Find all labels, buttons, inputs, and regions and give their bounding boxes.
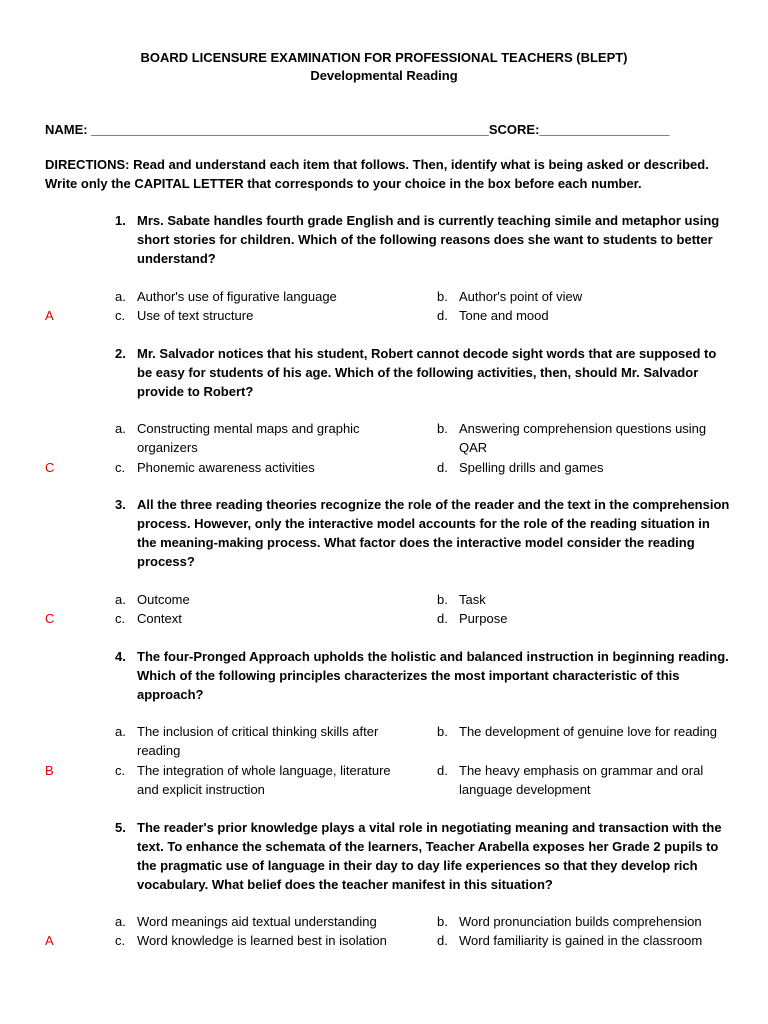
question-number: 2. [115, 346, 126, 361]
exam-title: BOARD LICENSURE EXAMINATION FOR PROFESSIONAL TEACHERS (BLEPT) [140, 50, 628, 65]
answer-3: C [45, 611, 55, 626]
choice-letter: d. [437, 763, 448, 778]
question-2 [115, 344, 730, 401]
choice-2c [115, 458, 410, 477]
question-text: Mrs. Sabate handles fourth grade English and is currently teaching simile and metaphor using short stories for children. Which of the following reasons does she want to students to better understand? [137, 213, 720, 266]
answer-4: B [45, 763, 54, 778]
question-number: 3. [115, 497, 126, 512]
name-score-line: NAME: _______________________________________________________SCORE:__________________ [45, 122, 670, 137]
answer-2: C [45, 460, 55, 475]
choice-letter: d. [437, 460, 448, 475]
question-number: 1. [115, 213, 126, 228]
choice-letter: c. [115, 460, 126, 475]
question-text: The reader's prior knowledge plays a vital role in negotiating meaning and transaction with the text. To enhance the schemata of the learners, Teacher Arabella exposes her Grade 2 pupils to the pragmatic use of language in their day to day life experiences so that they develop rich vocabulary. What belief does the teacher manifest in this situation? [137, 820, 722, 892]
choice-text: Answering comprehension questions using QAR [459, 421, 707, 455]
choice-letter: a. [115, 421, 126, 436]
question-5 [115, 818, 730, 894]
question-text: All the three reading theories recognize the role of the reader and the text in the comprehension process. However, only the interactive model accounts for the role of the reading situation in the meaning-making process. What factor does the interactive model consider the reading process? [137, 497, 730, 569]
choice-letter: b. [437, 724, 448, 739]
choice-text: Author's point of view [459, 289, 583, 304]
choice-letter: b. [437, 914, 448, 929]
choice-text: Word pronunciation builds comprehension [459, 914, 702, 929]
choice-3d [437, 609, 727, 628]
choice-letter: b. [437, 421, 448, 436]
choice-text: The heavy emphasis on grammar and oral language development [459, 763, 704, 797]
answer-5: A [45, 933, 54, 948]
choice-letter: c. [115, 763, 126, 778]
choice-text: Spelling drills and games [459, 460, 604, 475]
choice-text: Constructing mental maps and graphic organizers [137, 421, 360, 455]
choice-2d [437, 458, 727, 477]
question-1 [115, 211, 730, 268]
exam-subtitle: Developmental Reading [310, 68, 458, 83]
choice-text: Word familiarity is gained in the classroom [459, 933, 703, 948]
choice-text: Tone and mood [459, 308, 549, 323]
choice-text: Word meanings aid textual understanding [137, 914, 377, 929]
choice-text: Use of text structure [137, 308, 254, 323]
choice-2a [115, 419, 410, 457]
choice-text: Purpose [459, 611, 508, 626]
choice-1c [115, 306, 410, 325]
choice-text: Task [459, 592, 486, 607]
question-text: The four-Pronged Approach upholds the holistic and balanced instruction in beginning reading. Which of the following principles characterizes the most important characteristic of this approach? [137, 649, 729, 702]
choice-text: The development of genuine love for reading [459, 724, 718, 739]
choice-text: Context [137, 611, 182, 626]
choice-text: The integration of whole language, literature and explicit instruction [137, 763, 391, 797]
choice-1a [115, 287, 410, 306]
choice-3b [437, 590, 727, 609]
question-text: Mr. Salvador notices that his student, Robert cannot decode sight words that are supposed to be easy for students of his age. Which of the following activities, then, should Mr. Salvador provide to Robert? [137, 346, 717, 399]
choice-text: Author's use of figurative language [137, 289, 337, 304]
exam-header [0, 49, 768, 85]
question-number: 5. [115, 820, 126, 835]
choice-5a [115, 912, 410, 931]
choice-4b [437, 722, 727, 741]
choice-3c [115, 609, 410, 628]
choice-text: Phonemic awareness activities [137, 460, 315, 475]
choice-1b [437, 287, 727, 306]
choice-4d [437, 761, 727, 799]
choice-5d [437, 931, 727, 950]
question-3 [115, 495, 730, 571]
directions-text: DIRECTIONS: Read and understand each item that follows. Then, identify what is being asked or described. Write only the CAPITAL LETTER that corresponds to your choice in the box before each number. [45, 157, 709, 191]
choice-text: Outcome [137, 592, 190, 607]
choice-letter: a. [115, 289, 126, 304]
choice-letter: a. [115, 592, 126, 607]
choice-text: Word knowledge is learned best in isolation [137, 933, 387, 948]
question-4 [115, 647, 730, 704]
choice-4c [115, 761, 410, 799]
choice-letter: b. [437, 592, 448, 607]
choice-letter: b. [437, 289, 448, 304]
choice-4a [115, 722, 410, 760]
choice-letter: a. [115, 724, 126, 739]
choice-text: The inclusion of critical thinking skills after reading [137, 724, 379, 758]
choice-letter: d. [437, 611, 448, 626]
choice-letter: d. [437, 308, 448, 323]
choice-5b [437, 912, 727, 931]
choice-5c [115, 931, 410, 950]
choice-2b [437, 419, 727, 457]
answer-1: A [45, 308, 54, 323]
choice-letter: c. [115, 933, 126, 948]
choice-letter: c. [115, 611, 126, 626]
choice-3a [115, 590, 410, 609]
choice-1d [437, 306, 727, 325]
question-number: 4. [115, 649, 126, 664]
choice-letter: c. [115, 308, 126, 323]
choice-letter: a. [115, 914, 126, 929]
choice-letter: d. [437, 933, 448, 948]
